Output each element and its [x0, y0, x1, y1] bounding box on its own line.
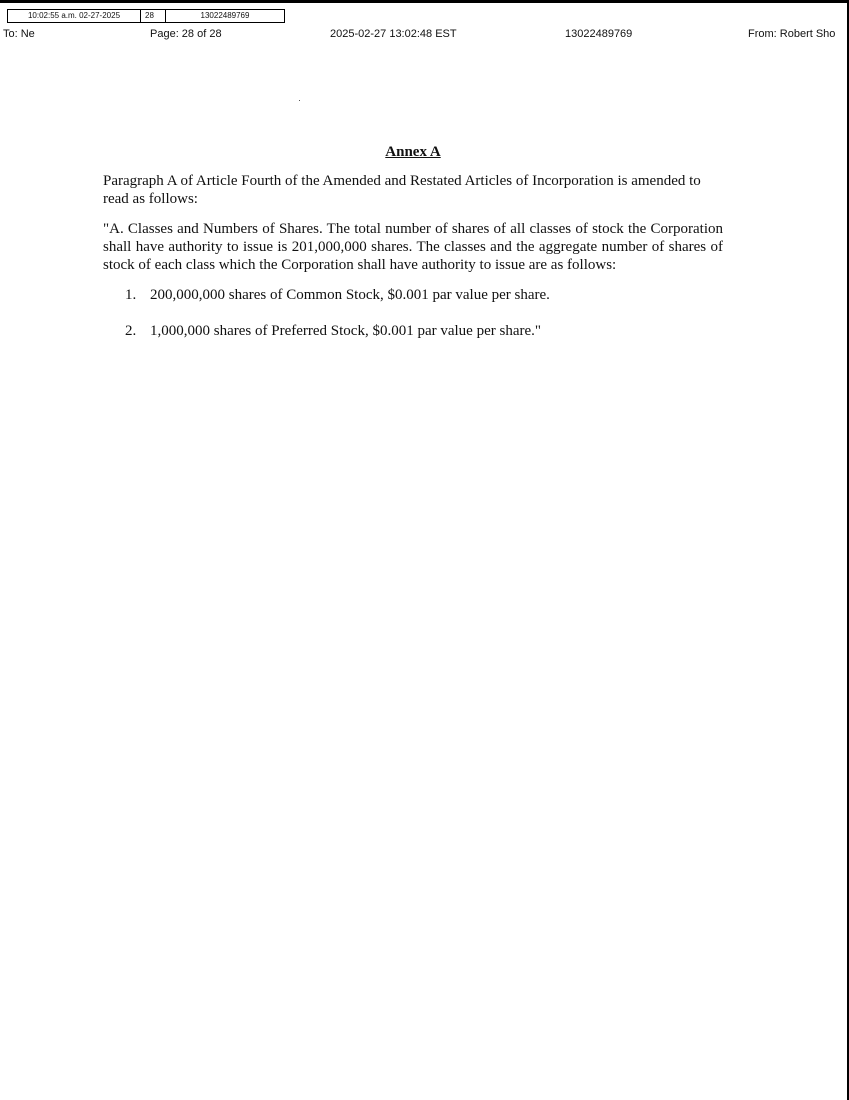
- scan-speck: [299, 100, 300, 101]
- list-item: [103, 322, 723, 340]
- list-item: [103, 286, 723, 304]
- fax-stamp-number: 13022489769: [200, 11, 250, 20]
- fax-stamp-box: [7, 9, 285, 23]
- list-item-number: 2.: [125, 323, 137, 339]
- intro-paragraph: Paragraph A of Article Fourth of the Amended and Restated Articles of Incorporation is amended to read as follows:: [103, 173, 701, 207]
- clause-paragraph: "A. Classes and Numbers of Shares. The total number of shares of all classes of stock the Corporation shall have authority to issue is 201,000,000 shares. The classes and the aggregate number of shares of stock of each class which the Corporation shall have authority to issue are as follows:: [103, 221, 723, 273]
- fax-stamp-time: 10:02:55 a.m. 02-27-2025: [8, 10, 141, 22]
- fax-to: To: Ne: [3, 28, 35, 40]
- fax-from: From: Robert Sho: [748, 28, 836, 40]
- list-item-text: 200,000,000 shares of Common Stock, $0.001 par value per share.: [150, 287, 550, 303]
- fax-stamp-page: 28: [141, 10, 166, 22]
- fax-header-line: [0, 26, 849, 42]
- fax-datetime: 2025-02-27 13:02:48 EST: [330, 28, 457, 40]
- fax-page-count: Page: 28 of 28: [150, 28, 222, 40]
- list-item-text: 1,000,000 shares of Preferred Stock, $0.001 par value per share.": [150, 323, 542, 339]
- page-top-border: [0, 0, 849, 3]
- document-title: Annex A: [385, 144, 441, 160]
- document-body: [103, 172, 723, 358]
- list-item-number: 1.: [125, 287, 137, 303]
- fax-number: 13022489769: [565, 28, 633, 40]
